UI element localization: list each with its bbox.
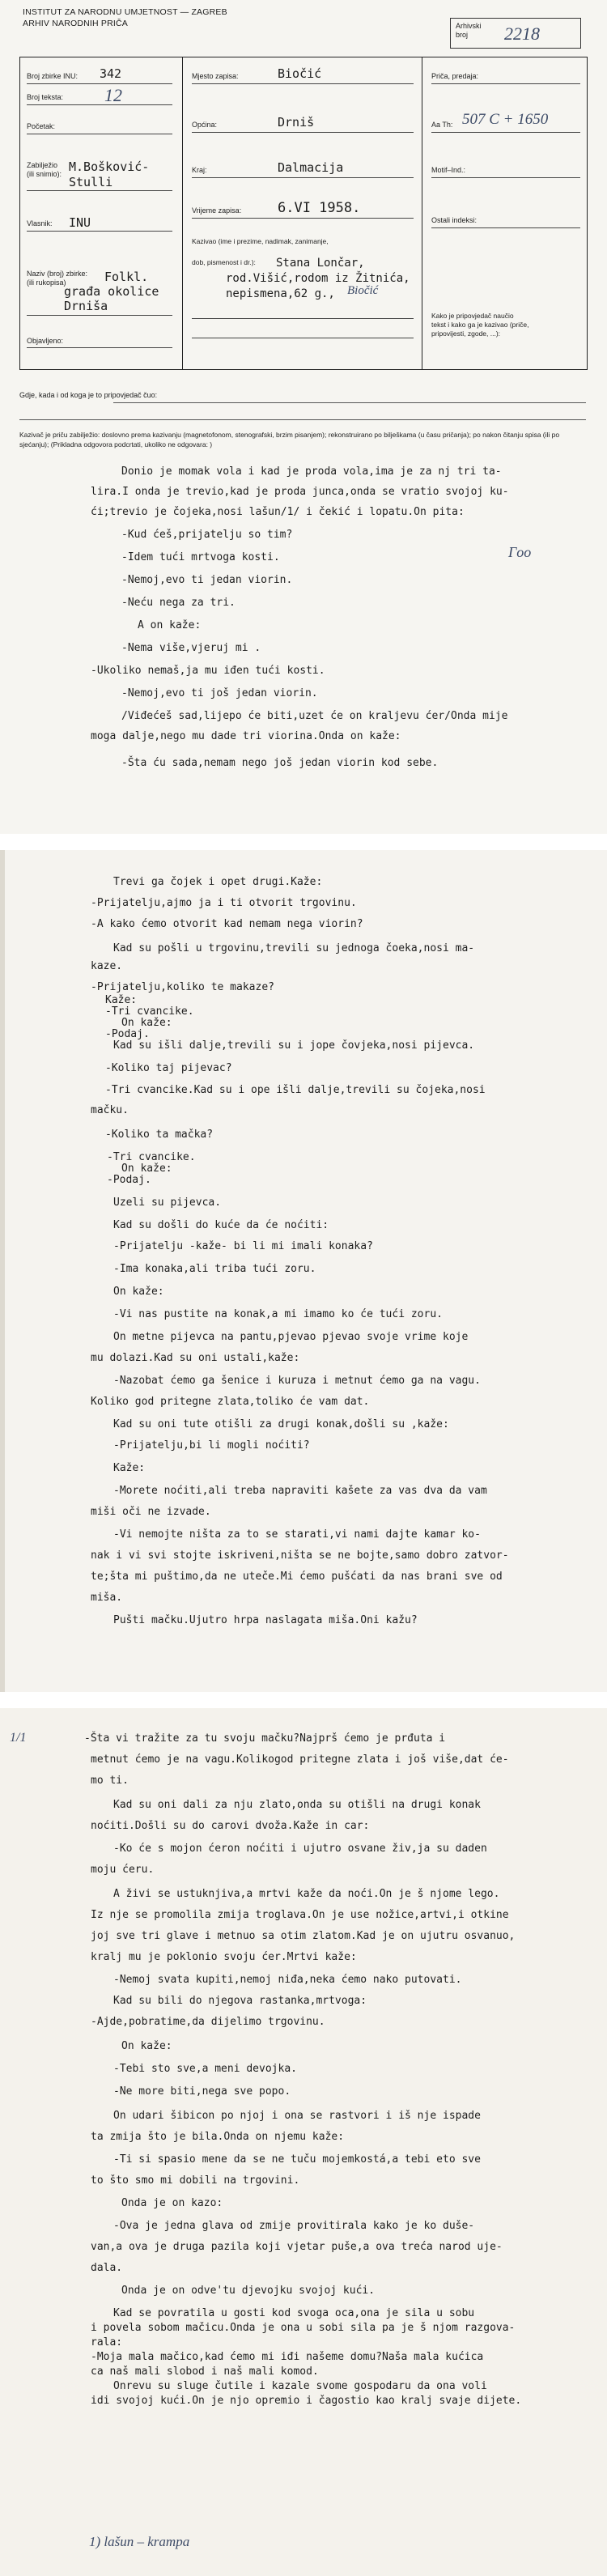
transcript-line: -Prijatelju,bi li mogli noćiti?: [113, 1439, 310, 1452]
transcript-line: -Neću nega za tri.: [121, 597, 236, 609]
form-divider-1: [182, 57, 183, 369]
transcript-line: -Vi nemojte ništa za to se starati,vi nami dajte kamar ko-: [113, 1528, 481, 1541]
transcript-line: -A kako ćemo otvorit kad nemam nega viorin?: [91, 918, 363, 930]
published-label: Objavljeno:: [27, 337, 64, 345]
archive-number-box: [450, 18, 581, 49]
narrator-note-2: dob, pismenost i dr.):: [192, 258, 256, 266]
transcript-line: On kaže:: [121, 1017, 172, 1029]
recorder-value-2: Stulli: [69, 175, 113, 189]
aath-label: Aa Th:: [431, 121, 453, 129]
transcript-line: -Prijatelju,ajmo ja i ti otvorit trgovinu.: [91, 897, 357, 909]
method-notice: Kazivač je priču zabilježio: doslovno prema kazivanju (magnetofonom, stenografski, brzim pisanjem); rekonstruirano po bilješkama (u času pričanja); po nakon čitanju spisa (ili po sjećanju); (Prikladna odgovora podcrtati, ukoliko ne odgovara: ): [19, 431, 560, 448]
transcript-line: -Nazobat ćemo ga šenice i kuruza i metnut ćemo ga na vagu.: [113, 1375, 481, 1387]
transcript-line: -Nemoj svata kupiti,nemoj niđa,neka ćemo nako putovati.: [113, 1974, 462, 1986]
transcript-line: On metne pijevca na pantu,pjevao pjevao svoje vrime koje: [113, 1331, 469, 1343]
transcript-line: -Podaj.: [105, 1028, 150, 1040]
page-2: [0, 850, 607, 1692]
transcript-line: kaze.: [91, 960, 123, 972]
transcript-line: moga dalje,nego mu dade tri viorina.Onda on kaže:: [91, 730, 401, 742]
transcript-line: On kaže:: [121, 1163, 172, 1175]
transcript-line: -Koliko ta mačka?: [105, 1129, 214, 1141]
transcript-line: -Ima konaka,ali triba tući zoru.: [113, 1263, 316, 1275]
transcript-line: miša.: [91, 1592, 123, 1604]
narrator-value-2: rod.Višić,rodom iz Žitnića,: [226, 272, 410, 285]
transcript-line: Trevi ga čojek i opet drugi.Kaže:: [113, 876, 323, 888]
learning-note: Kako je pripovjedač naučio tekst i kako ga je kazivao (priče, pripovijesti, zgode, ...):: [431, 312, 529, 338]
transcript-line: noćiti.Došli su do carovi dvoža.Kaže in car:: [91, 1820, 370, 1832]
margin-mark-page-3: 1/1: [10, 1731, 27, 1745]
inu-label: Broj zbirke INU:: [27, 72, 79, 80]
transcript-line: -Podaj.: [107, 1174, 151, 1186]
transcript-line: Kad su oni dali za nju zlato,onda su otišli na drugi konak: [113, 1799, 481, 1811]
narrator-handwritten-place: Biočić: [347, 284, 379, 297]
transcript-line: -Šta ću sada,nemam nego još jedan viorin kod sebe.: [121, 757, 439, 769]
transcript-line: Donio je momak vola i kad je proda vola,ima je za nj tri ta-: [121, 465, 502, 478]
transcript-line: Kad su pošli u trgovinu,trevili su jednoga čoeka,nosi ma-: [113, 942, 475, 954]
archive-label-2: broj: [456, 31, 469, 39]
narrator-value-3: nepismena,62 g.,: [226, 287, 335, 300]
transcript-line: Kad se povratila u gosti kod svoga oca,ona je sila u sobu: [113, 2307, 475, 2319]
inu-value: 342: [100, 66, 122, 81]
pocetak-label: Početak:: [27, 122, 56, 130]
transcript-line: mu dolazi.Kad su oni ustali,kaže:: [91, 1352, 300, 1364]
institute-line-2: ARHIV NARODNIH PRIČA: [23, 19, 129, 28]
transcript-line: Uzeli su pijevca.: [113, 1197, 222, 1209]
text-number-label: Broj teksta:: [27, 93, 64, 101]
transcript-line: joj sve tri glave i metnuo sa otim zlatom.Kad je on ujutru osvanuo,: [91, 1930, 516, 1942]
transcript-line: -Nemoj,evo ti još jedan viorin.: [121, 687, 318, 699]
transcript-line: ći;trevio je čojeka,nosi lašun/1/ i čekić i lopatu.On pita:: [91, 506, 465, 518]
region-label: Kraj:: [192, 166, 207, 174]
transcript-line: mo ti.: [91, 1775, 129, 1787]
transcript-line: van,a ova je druga pazila koji vjetar puše,a ova treća narod uje-: [91, 2241, 503, 2253]
transcript-line: to što smo mi dobili na trgovini.: [91, 2174, 300, 2187]
transcript-line: -Ova je jedna glava od zmije provitirala kako je ko duše-: [113, 2220, 475, 2232]
transcript-line: moju ćeru.: [91, 1864, 155, 1876]
archive-number: 2218: [504, 23, 540, 44]
municipality-value: Drniš: [278, 115, 315, 130]
page-3: [0, 1708, 607, 2576]
transcript-line: kralj mu je poklonio svoju ćer.Mrtvi kaže:: [91, 1951, 357, 1963]
transcript-line: Kad su išli dalje,trevili su i jope čovjeka,nosi pijevca.: [113, 1039, 475, 1052]
transcript-line: Pušti mačku.Ujutro hrpa naslagata miša.Oni kažu?: [113, 1614, 418, 1626]
page-gap: [0, 834, 607, 850]
date-label: Vrijeme zapisa:: [192, 206, 242, 215]
transcript-line: ta zmija što je bila.Onda on njemu kaže:: [91, 2131, 345, 2143]
collection-value-3: Drniša: [64, 299, 108, 313]
story-type-label: Priča, predaja:: [431, 72, 479, 80]
page-gap: [0, 1692, 607, 1708]
collection-label: Naziv (broj) zbirke: (ili rukopisa): [27, 270, 88, 287]
institute-heading: [23, 6, 227, 29]
transcript-line: Kaže:: [105, 994, 138, 1006]
transcript-line: nak i vi svi stojte iskriveni,ništa se ne bojte,samo dobro zatvor-: [91, 1549, 509, 1562]
transcript-line: -Morete noćiti,ali treba napraviti kašete za vas dva da vam: [113, 1485, 487, 1497]
transcript-line: rala:: [91, 2336, 123, 2349]
collection-value-2: građa okolice: [64, 284, 159, 299]
transcript-line: -Ne more biti,nega sve popo.: [113, 2085, 291, 2098]
aath-value: 507 C + 1650: [462, 111, 549, 128]
transcript-line: -Nema više,vjeruj mi .: [121, 642, 261, 654]
transcript-line: On udari šibicon po njoj i ona se rastvori i iš nje ispade: [113, 2110, 481, 2122]
transcript-line: -Ajde,pobratime,da dijelimo trgovinu.: [91, 2016, 325, 2028]
transcript-line: On kaže:: [113, 1286, 164, 1298]
recorder-value-1: M.Bošković-: [69, 159, 150, 174]
transcript-line: -Tri cvancike.: [107, 1151, 196, 1163]
transcript-line: Kad su oni tute otišli za drugi konak,došli su ,kaže:: [113, 1418, 449, 1430]
transcript-line: /Viđećeš sad,lijepo će biti,uzet će on kraljevu ćer/Onda mije: [121, 710, 508, 722]
transcript-line: Iz nje se promolila zmija troglava.On je use nožice,artvi,i otkine: [91, 1909, 509, 1921]
transcript-line: i povela sobom mačicu.Onda je ona u sobi sila pa je š njom razgova-: [91, 2322, 516, 2334]
transcript-line: Koliko god pritegne zlata,toliko će vam dat.: [91, 1396, 370, 1408]
record-form: [19, 57, 588, 370]
transcript-line: -Ukoliko nemaš,ja mu iđen tući kosti.: [91, 665, 325, 677]
date-value: 6.VI 1958.: [278, 200, 361, 216]
archive-label-1: Arhivski: [456, 22, 482, 30]
institute-line-1: INSTITUT ZA NARODNU UMJETNOST — ZAGREB: [23, 7, 227, 17]
recorder-label: Zabilježio (ili snimio):: [27, 161, 62, 178]
place-label: Mjesto zapisa:: [192, 72, 239, 80]
transcript-line: -Moja mala mačico,kad ćemo mi iđi našeme domu?Naša mala kućica: [91, 2351, 484, 2363]
transcript-line: Onda je on odve'tu djevojku svojoj kući.: [121, 2285, 376, 2297]
transcript-line: -Ti si spasio mene da se ne tuču mojemkostá,a tebi eto sve: [113, 2153, 481, 2166]
transcript-line: -Prijatelju -kaže- bi li mi imali konaka?: [113, 1240, 373, 1252]
transcript-line: Kaže:: [113, 1462, 146, 1474]
transcript-line: -Tri cvancike.Kad su i ope išli dalje,trevili su čojeka,nosi: [105, 1084, 486, 1096]
transcript-line: idi svojoj kući.On je njo opremio i čagostio kao kralj svaje dijete.: [91, 2395, 522, 2407]
transcript-line: metnut ćemo je na vagu.Kolikogod pritegne zlata i još više,dat će-: [91, 1753, 509, 1766]
transcript-line: -Vi nas pustite na konak,a mi imamo ko će tući zoru.: [113, 1308, 443, 1320]
collection-value-1: Folkl.: [104, 270, 149, 284]
transcript-line: -Prijatelju,koliko te makaze?: [91, 981, 274, 993]
transcript-line: -Nemoj,evo ti jedan viorin.: [121, 574, 293, 586]
place-value: Biočić: [278, 66, 322, 81]
transcript-line: -Tri cvancike.: [105, 1005, 194, 1018]
transcript-line: ca naš mali slobod i naš mali komod.: [91, 2366, 319, 2378]
transcript-line: Kad su došli do kuće da će noćiti:: [113, 1219, 329, 1231]
margin-mark-page-1: Γoo: [508, 544, 532, 560]
transcript-line: Onda je on kazo:: [121, 2197, 223, 2209]
transcript-line: Kad su bili do njegova rastanka,mrtvoga:: [113, 1995, 367, 2007]
transcript-line: lira.I onda je trevio,kad je proda junca,onda se vratio svojoj ku-: [91, 486, 509, 498]
narrator-value-1: Stana Lončar,: [276, 257, 365, 270]
transcript-line: Onrevu su sluge čutile i kazale svome gospodaru da ona voli: [113, 2380, 487, 2392]
owner-label: Vlasnik:: [27, 219, 53, 227]
owner-value: INU: [69, 215, 91, 230]
region-value: Dalmacija: [278, 160, 344, 175]
municipality-label: Općina:: [192, 121, 218, 129]
transcript-line: On kaže:: [121, 2040, 172, 2052]
transcript-line: -Idem tući mrtvoga kosti.: [121, 551, 280, 563]
text-number-value: 12: [104, 85, 122, 105]
transcript-line: te;šta mi puštimo,da ne uteče.Mi ćemo pušćati da nas brani sve od: [91, 1571, 503, 1583]
motif-label: Motif–Ind.:: [431, 166, 466, 174]
page-1: [0, 0, 607, 834]
transcript-line: miši oči ne izvade.: [91, 1506, 211, 1518]
footnote: 1) lašun – krampa: [89, 2534, 190, 2549]
narrator-note-1: Kazivao (ime i prezime, nadimak, zanimanje,: [192, 237, 329, 245]
transcript-line: dala.: [91, 2262, 123, 2274]
origin-label: Gdje, kada i od koga je to pripovjedač čuo:: [19, 391, 158, 399]
transcript-line: mačku.: [91, 1104, 129, 1116]
transcript-line: A živi se ustuknjiva,a mrtvi kaže da noći.On je š njome lego.: [113, 1888, 500, 1900]
transcript-line: -Ko će s mojon ćeron noćiti i ujutro osvane živ,ja su daden: [113, 1843, 487, 1855]
transcript-line: -Šta vi tražite za tu svoju mačku?Najprš ćemo je prđuta i: [84, 1732, 446, 1745]
transcript-line: -Tebi sto sve,a meni devojka.: [113, 2063, 297, 2075]
transcript-line: A on kaže:: [138, 619, 202, 631]
transcript-line: -Koliko taj pijevac?: [105, 1062, 232, 1074]
other-indexes-label: Ostali indeksi:: [431, 216, 478, 224]
transcript-line: -Kud ćeš,prijatelju so tim?: [121, 529, 293, 541]
